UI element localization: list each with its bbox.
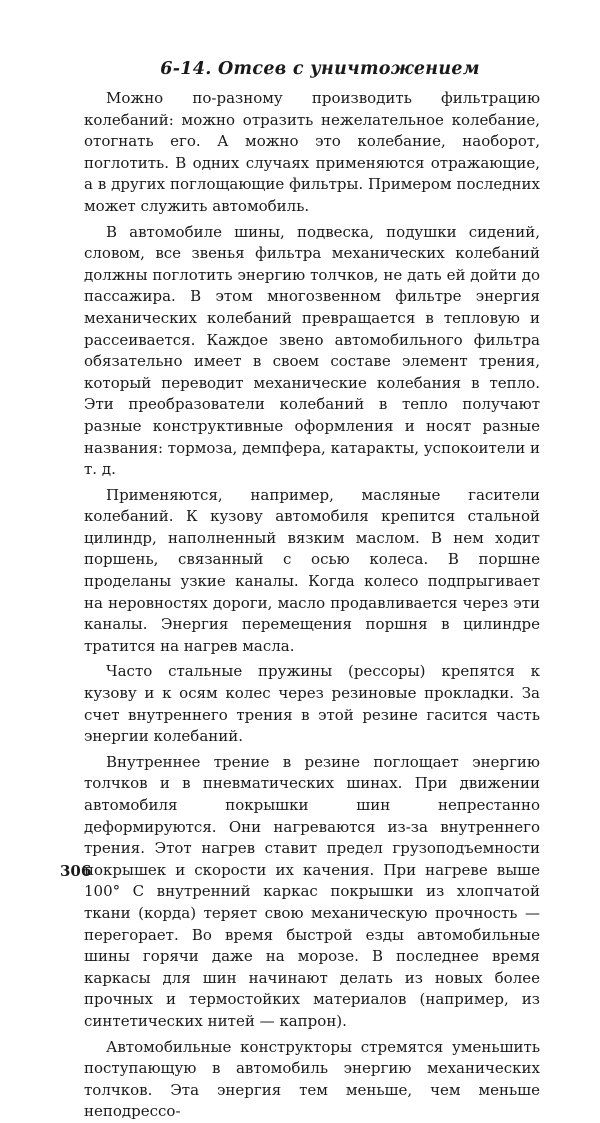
paragraph-designers: Автомобильные конструкторы стремятся уменьшить поступающую в автомобиль энергию механических толчков. Эта энергия тем меньше, чем меньше неподрессо- xyxy=(84,1037,540,1121)
paragraph-tire-friction: Внутреннее трение в резине поглощает энергию толчков и в пневматических шинах. При движении автомобиля покрышки шин непрестанно деформируются. Они нагреваются из-за внутреннего трения. Этот нагрев ставит предел грузоподъемности покрышек и скорости их качения. При нагреве выше 100° С внутренний каркас покрышки из хлопчатой ткани (корда) теряет свою механическую прочность — перегорает. Во время быстрой езды автомобильные шины горячи даже на морозе. В последнее время каркасы для шин начинают делать из новых более прочных и термостойких материалов (например, из синтетических нитей — капрон). xyxy=(84,752,540,1030)
paragraph-rubber-pads: Часто стальные пружины (рессоры) крепятся к кузову и к осям колес через резиновые прокладки. За счет внутреннего трения в этой резине гасится часть энергии колебаний. xyxy=(84,662,540,746)
page-number: 306 xyxy=(60,862,92,880)
paragraph-car-filter: В автомобиле шины, подвеска, подушки сидений, словом, все звенья фильтра механических колебаний должны поглотить энергию толчков, не дать ей дойти до пассажира. В этом многозвенном фильтре энергия механических колебаний превращается в тепловую и рассеивается. Каждое звено автомобильного фильтра обязательно имеет в своем составе элемент трения, который переводит механические колебания в тепло. Эти преобразователи колебаний в тепло получают разные конструктивные оформления и носят разные названия: тормоза, демпфера, катаракты, успокоители и т. д. xyxy=(84,222,540,479)
paragraph-oil-dampers: Применяются, например, масляные гасители колебаний. К кузову автомобиля крепится стальной цилиндр, наполненный вязким маслом. В нем ходит поршень, связанный с осью колеса. В поршне проделаны узкие каналы. Когда колесо подпрыгивает на неровностях дороги, масло продавливается через эти каналы. Энергия перемещения поршня в цилиндре тратится на нагрев масла. xyxy=(84,485,540,655)
paragraph-filtering-intro: Можно по-разному производить фильтрацию колебаний: можно отразить нежелательное колебание, отогнать его. А можно это колебание, наоборот, поглотить. В одних случаях применяются отражающие, а в других поглощающие фильтры. Примером последних может служить автомобиль. xyxy=(84,89,540,215)
section-title: 6-14. Отсев с уничтожением xyxy=(160,59,480,79)
